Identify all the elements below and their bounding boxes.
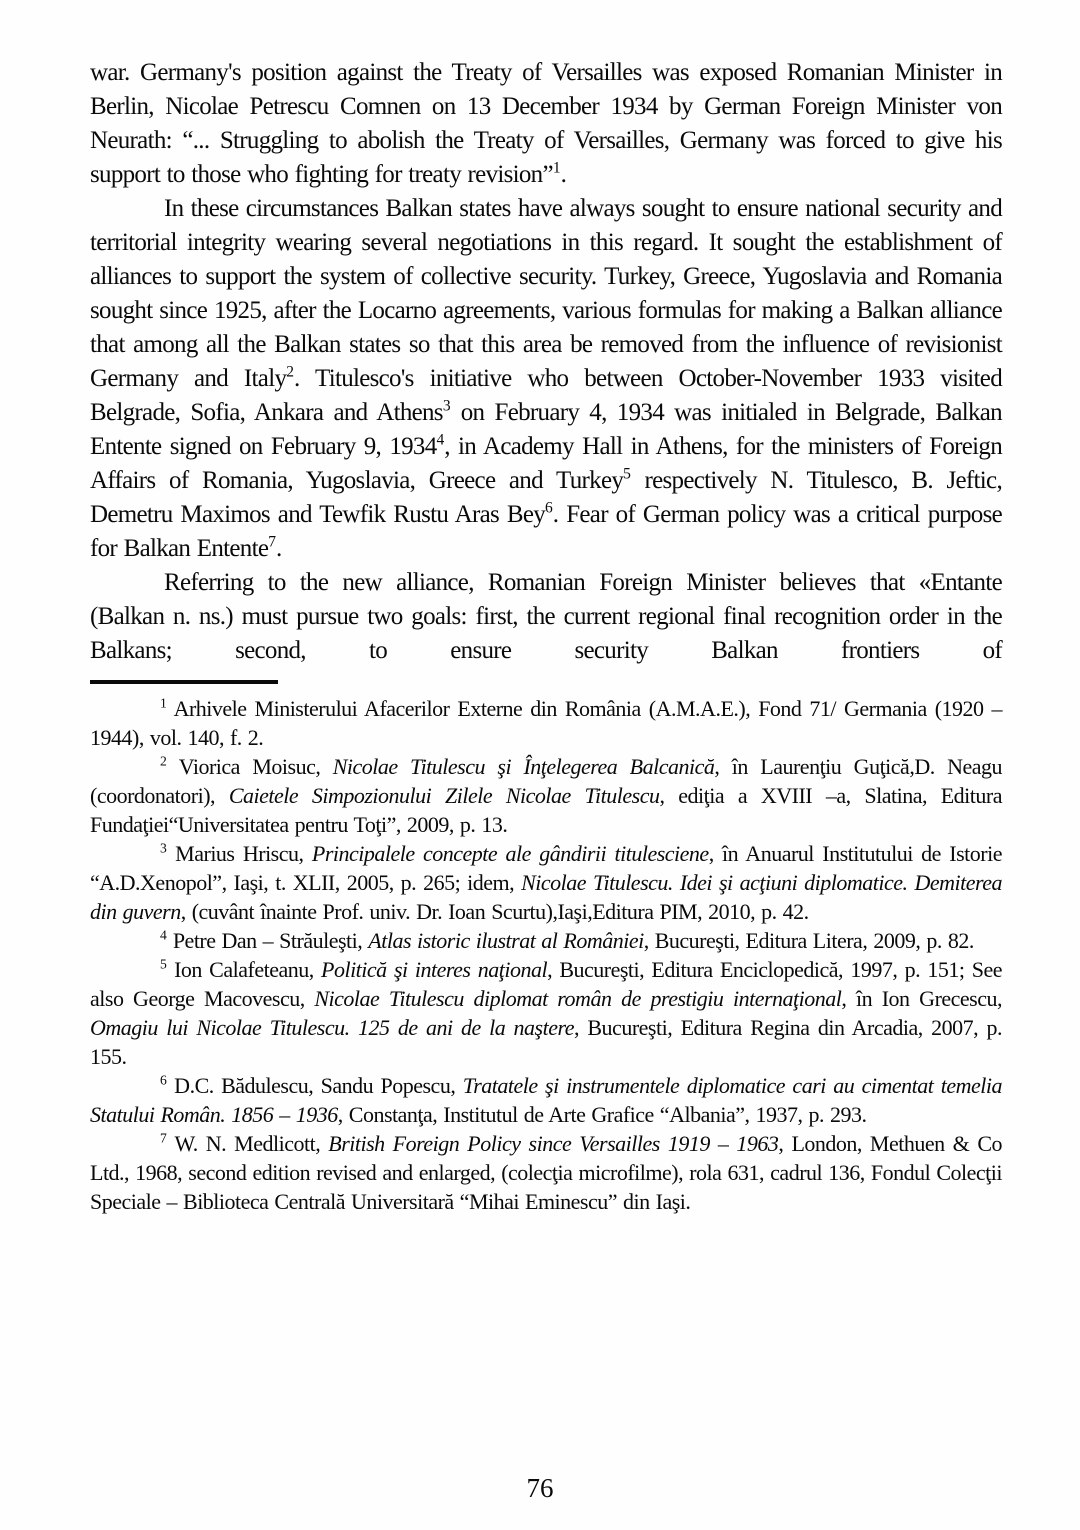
text-run: . [275,535,282,562]
text-run: . Titulesco's initiative who between October-November 1933 visited Belgrade, Sofia, Ankara and Athens [90,365,1002,426]
text-run: In these circumstances Balkan states have always sought to ensure national security and territorial integrity wearing several negotiations in this regard. It sought the establishment of alliances to support the system of collective security. Turkey, Greece, Yugoslavia and Romania sought since 1925, after the Locarno agreements, various formulas for making a Balkan alliance that among all the Balkan states so that this area be removed from the influence of revisionist Germany and Italy [90,195,1002,392]
footnote-1 [90,694,1002,752]
italic-title: Tratatele şi instrumentele diplomatice cari au cimentat temelia Statului Român. 1856 – 1936 [90,1073,1002,1127]
footnote-4 [90,926,1002,955]
footnote-7 [90,1129,1002,1216]
footnote-marker-6: 6 [160,1072,167,1088]
text-run: war. Germany's position against the Treaty of Versailles was exposed Romanian Minister in Berlin, Nicolae Petrescu Comnen on 13 December 1934 by German Foreign Minister von Neurath: “... Struggling to abolish the Treaty of Versailles, Germany was forced to give his support to those who fighting for treaty revision” [90,59,1002,188]
footnote-marker-4: 4 [160,927,167,943]
footnote-ref-2: 2 [286,363,294,381]
text-run: , Bucureşti, Editura Regina din Arcadia, 2007, p. 155. [90,1015,1002,1069]
text-run: , Constanţa, Institutul de Arte Grafice “Albania”, 1937, p. 293. [337,1102,867,1127]
footnote-ref-1: 1 [552,159,561,177]
body-text [90,56,1002,668]
footnote-ref-5: 5 [623,465,631,483]
footnote-marker-1: 1 [160,695,167,711]
text-run: Ion Calafeteanu, [166,957,322,982]
footnote-ref-3: 3 [442,397,451,415]
footnote-ref-6: 6 [545,499,553,517]
text-run: , în Ion Grecescu, [841,986,1003,1011]
text-run: D.C. Bădulescu, Sandu Popescu, [166,1073,463,1098]
italic-title: Caietele Simpozionului Zilele Nicolae Titulescu [228,783,660,808]
text-run: , in Academy Hall in Athens, for the ministers of Foreign Affairs of Romania, Yugoslavia, Greece and Turkey [90,433,1002,494]
footnote-ref-4: 4 [436,431,445,449]
text-run: , ediţia a XVIII –a, Slatina, Editura Fundaţiei“Universitatea pentru Toţi”, 2009, p. 13. [90,783,1002,837]
italic-title: Nicolae Titulescu şi Înţelegerea Balcanică [332,754,715,779]
footnote-marker-7: 7 [160,1130,167,1146]
text-run: Viorica Moisuc, [166,754,333,779]
text-run: , în Laurenţiu Guţică,D. Neagu (coordonatori), [90,754,1003,808]
page-number: 76 [526,1473,554,1503]
paragraph-2 [90,192,1002,566]
italic-title: Omagiu lui Nicolae Titulescu. 125 de ani de la naştere [90,1015,575,1040]
footnote-6 [90,1071,1002,1129]
paragraph-3 [90,566,1002,668]
text-run: . Fear of German policy was a critical purpose for Balkan Entente [90,501,1003,562]
text-run: on February 4, 1934 was initialed in Belgrade, Balkan Entente signed on February 9, 1934 [90,399,1002,460]
text-run: , Bucureşti, Editura Litera, 2009, p. 82. [643,928,974,953]
footnote-2 [90,752,1002,839]
text-run: . [560,161,567,188]
italic-title: British Foreign Policy since Versailles 1919 – 1963 [328,1131,779,1156]
italic-title: Nicolae Titulescu diplomat român de prestigiu internaţional [314,986,842,1011]
footnote-ref-7: 7 [268,533,276,551]
footnote-marker-5: 5 [160,956,167,972]
text-run: W. N. Medlicott, [166,1131,329,1156]
italic-title: Atlas istoric ilustrat al României [368,928,644,953]
text-run: Arhivele Ministerului Afacerilor Externe din România (A.M.A.E.), Fond 71/ Germania (1920 – 1944), vol. 140, f. 2. [90,696,1002,750]
footnote-marker-2: 2 [160,753,167,769]
footnote-3 [90,839,1002,926]
italic-title: Politică şi interes naţional [321,957,548,982]
text-run: , în Anuarul Institutului de Istorie “A.D.Xenopol”, Iaşi, t. XLII, 2005, p. 265; idem, [90,841,1002,895]
footnote-5 [90,955,1002,1071]
italic-title: Principalele concepte ale gândirii titulesciene [311,841,709,866]
text-run: Referring to the new alliance, Romanian Foreign Minister believes that «Entante (Balkan n. ns.) must pursue two goals: first, the current regional final recognition order in the Balkans; second, to ensure security Balkan frontiers of [90,569,1002,664]
footnote-separator [90,680,278,684]
footnotes-section [90,694,1002,1216]
text-run: , Bucureşti, Editura Enciclopedică, 1997, p. 151; See also George Macovescu, [90,957,1003,1011]
footnote-marker-3: 3 [160,840,167,856]
text-run: , London, Methuen & Co Ltd., 1968, second edition revised and enlarged, (colecţia microfilme), rola 631, cadrul 136, Fondul Colecţii Speciale – Biblioteca Centrală Universitară “Mihai Eminescu” din Iaşi. [90,1131,1002,1214]
paragraph-1 [90,56,1002,192]
italic-title: Nicolae Titulescu. Idei şi acţiuni diplomatice. Demiterea din guvern [90,870,1002,924]
text-run: respectively N. Titulesco, B. Jeftic, Demetru Maximos and Tewfik Rustu Aras Bey [90,467,1002,528]
text-run: Marius Hriscu, [166,841,312,866]
text-run: , (cuvânt înainte Prof. univ. Dr. Ioan Scurtu),Iaşi,Editura PIM, 2010, p. 42. [180,899,809,924]
text-run: Petre Dan – Străuleşti, [166,928,369,953]
